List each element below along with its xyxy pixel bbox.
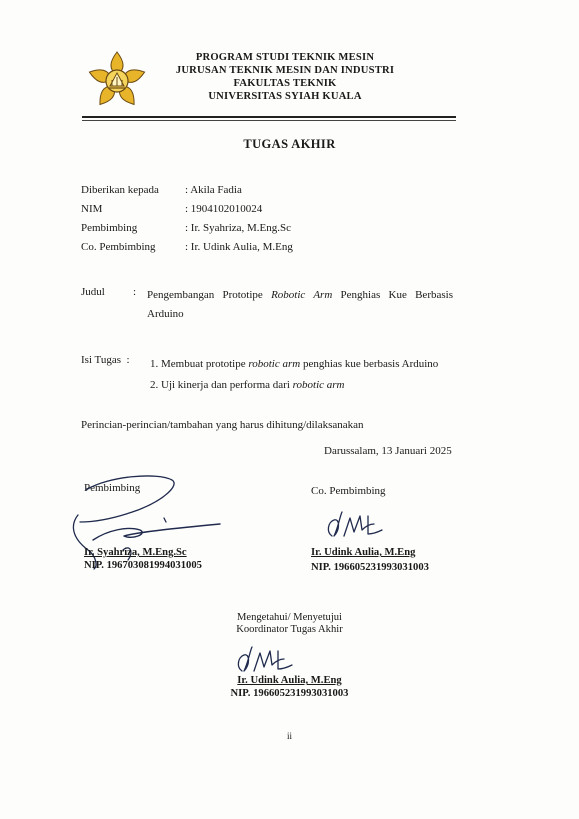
document-date: Darussalam, 13 Januari 2025 — [324, 445, 452, 457]
coordinator-nip: NIP. 196605231993031003 — [230, 688, 349, 699]
perincian-text: Perincian-perincian/tambahan yang harus dihitung/dilaksanakan — [81, 419, 364, 431]
isi-item2-em: robotic arm — [292, 379, 345, 391]
judul-text-post: Penghias Kue Berbasis Arduino — [147, 289, 453, 320]
letterhead-program: PROGRAM STUDI TEKNIK MESIN — [195, 52, 375, 63]
judul-text — [147, 286, 453, 324]
left-signer-name: Ir. Syahriza, M.Eng.Sc — [84, 547, 187, 558]
isi-item1-post: penghias kue berbasis Arduino — [300, 358, 439, 370]
judul-colon: : — [133, 286, 137, 298]
letterhead-faculty: FAKULTAS TEKNIK — [233, 78, 337, 89]
info-label-recipient: Diberikan kepada — [81, 184, 159, 196]
page-number: ii — [286, 731, 292, 741]
acknowledge-line2: Koordinator Tugas Akhir — [236, 624, 343, 635]
judul-label: Judul — [81, 286, 105, 298]
isi-tugas-label: Isi Tugas : — [81, 354, 130, 366]
isi-item1-pre: 1. Membuat prototipe — [150, 358, 249, 370]
isi-tugas-item — [150, 375, 438, 396]
left-signer-nip: NIP. 196703081994031005 — [84, 560, 202, 571]
header-divider-thin — [82, 120, 456, 121]
coordinator-name: Ir. Udink Aulia, M.Eng — [237, 675, 342, 686]
isi-item1-em: robotic arm — [248, 358, 301, 370]
info-label-co-supervisor: Co. Pembimbing — [81, 241, 156, 253]
judul-text-em: Robotic Arm — [271, 289, 333, 301]
right-signer-nip: NIP. 196605231993031003 — [311, 562, 429, 573]
right-signer-name: Ir. Udink Aulia, M.Eng — [311, 547, 416, 558]
info-value-recipient: : Akila Fadia — [185, 184, 242, 196]
info-label-supervisor: Pembimbing — [81, 222, 138, 234]
left-signer-role: Pembimbing — [84, 482, 141, 494]
info-value-supervisor: : Ir. Syahriza, M.Eng.Sc — [185, 222, 292, 234]
right-signature — [324, 508, 384, 544]
document-title: TUGAS AKHIR — [243, 137, 336, 151]
letterhead-university: UNIVERSITAS SYIAH KUALA — [208, 91, 362, 102]
judul-text-pre: Pengembangan Prototipe — [147, 289, 272, 301]
letterhead — [150, 51, 420, 103]
info-value-nim: : 1904102010024 — [185, 203, 263, 215]
info-label-nim: NIM — [81, 203, 103, 215]
isi-tugas-item — [150, 354, 438, 375]
acknowledge-line1: Mengetahui/ Menyetujui — [236, 612, 343, 623]
university-crest-logo — [86, 50, 148, 112]
coordinator-signature — [234, 643, 294, 677]
right-signer-role: Co. Pembimbing — [311, 485, 386, 497]
isi-item2-pre: 2. Uji kinerja dan performa dari — [150, 379, 293, 391]
info-value-co-supervisor: : Ir. Udink Aulia, M.Eng — [185, 241, 293, 253]
letterhead-department: JURUSAN TEKNIK MESIN DAN INDUSTRI — [175, 65, 395, 76]
isi-tugas-list — [150, 354, 438, 396]
header-divider — [82, 116, 456, 118]
